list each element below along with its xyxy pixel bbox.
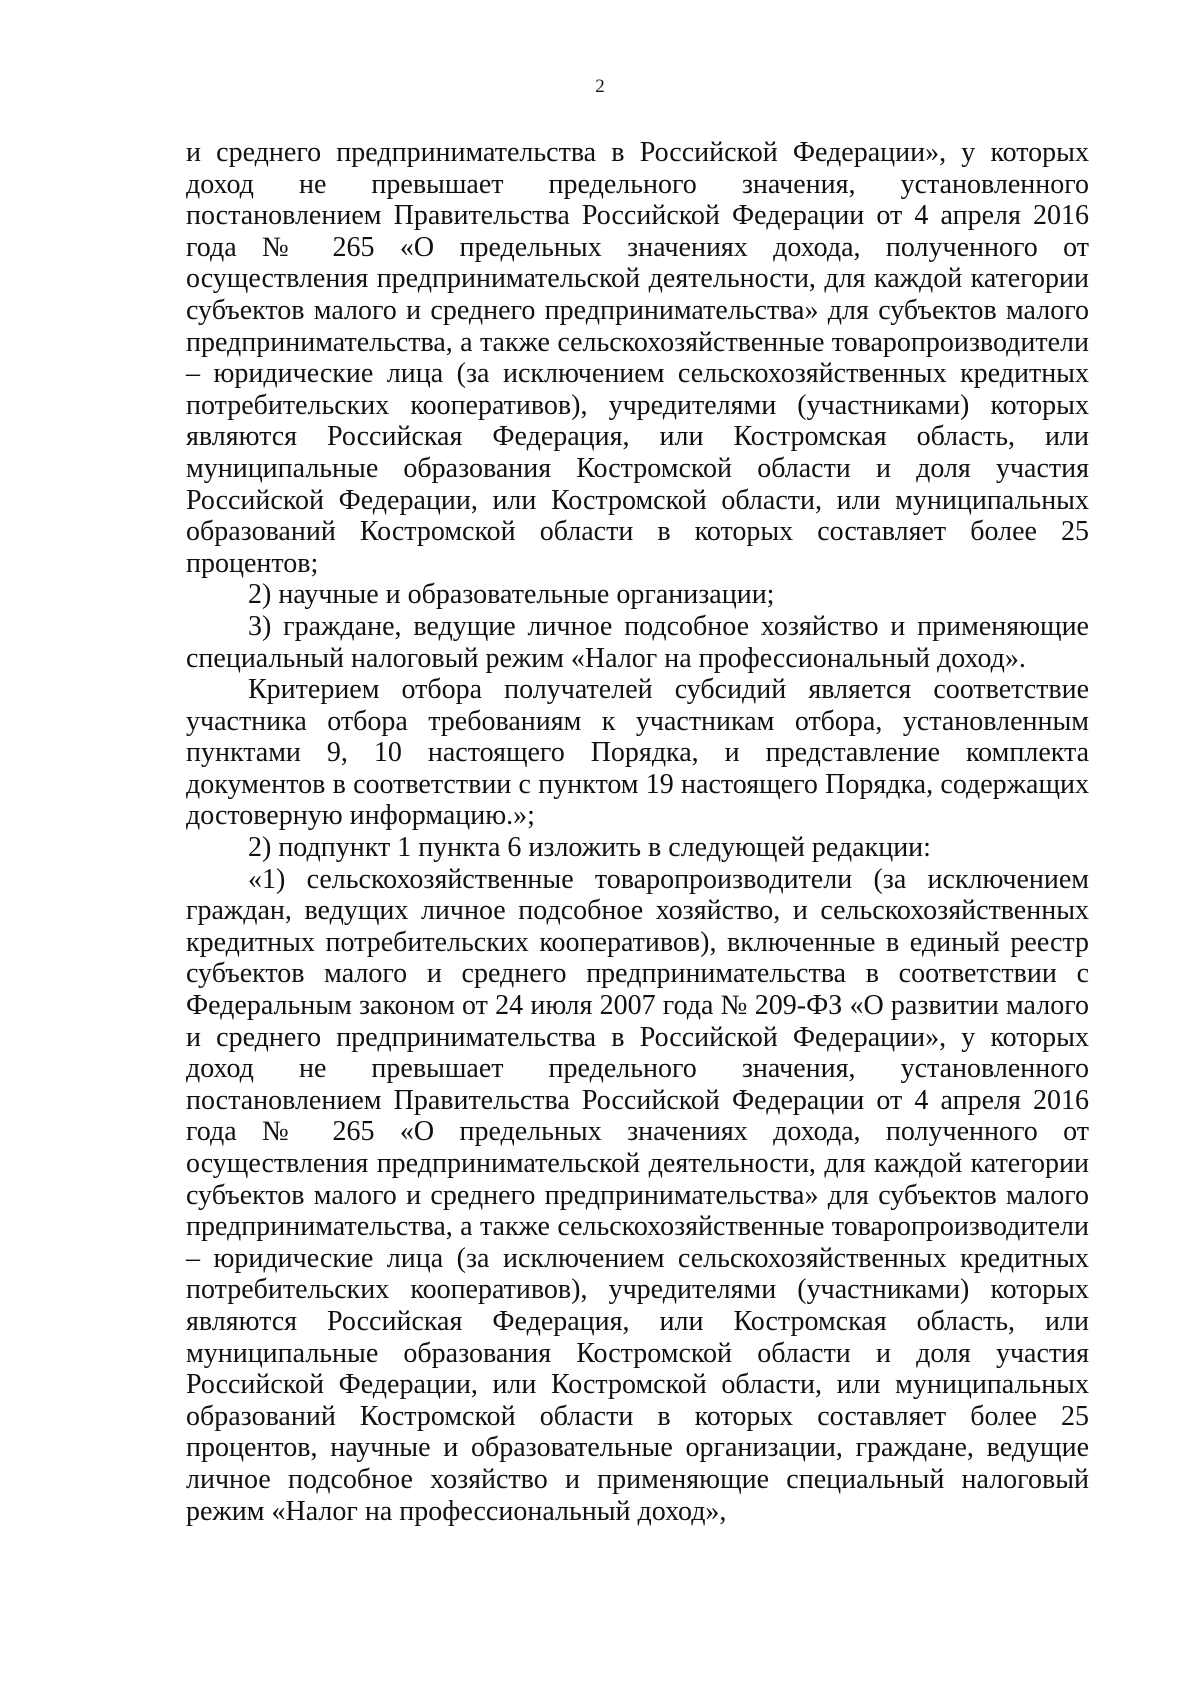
paragraph-continuation: и среднего предпринимательства в Российской Федерации», у которых доход не превышает предельного значения, установленного постановлением Правительства Российской Федерации от 4 апреля 2016 года № 265 «О предельных значениях дохода, полученного от осуществления предпринимательской деятельности, для каждой категории субъектов малого и среднего предпринимательства» для субъектов малого предпринимательства, а также сельскохозяйственные товаропроизводители – юридические лица (за исключением сельскохозяйственных кредитных потребительских кооперативов), учредителями (участниками) которых являются Российская Федерация, или Костромская область, или муниципальные образования Костромской области и доля участия Российской Федерации, или Костромской области, или муниципальных образований Костромской области в которых составляет более 25 процентов; [186, 137, 1089, 579]
document-body [186, 137, 1089, 1527]
paragraph-item-2-organizations: 2) научные и образовательные организации; [248, 579, 775, 611]
paragraph-amendment-intro: 2) подпункт 1 пункта 6 изложить в следующей редакции: [248, 832, 931, 864]
paragraph-amendment-text: «1) сельскохозяйственные товаропроизводители (за исключением граждан, ведущих личное подсобное хозяйство, и сельскохозяйственных кредитных потребительских кооперативов), включенные в единый реестр субъектов малого и среднего предпринимательства в соответствии с Федеральным законом от 24 июля 2007 года № 209-ФЗ «О развитии малого и среднего предпринимательства в Российской Федерации», у которых доход не превышает предельного значения, установленного постановлением Правительства Российской Федерации от 4 апреля 2016 года № 265 «О предельных значениях дохода, полученного от осуществления предпринимательской деятельности, для каждой категории субъектов малого и среднего предпринимательства» для субъектов малого предпринимательства, а также сельскохозяйственные товаропроизводители – юридические лица (за исключением сельскохозяйственных кредитных потребительских кооперативов), учредителями (участниками) которых являются Российская Федерация, или Костромская область, или муниципальные образования Костромской области и доля участия Российской Федерации, или Костромской области, или муниципальных образований Костромской области в которых составляет более 25 процентов, научные и образовательные организации, граждане, ведущие личное подсобное хозяйство и применяющие специальный налоговый режим «Налог на профессиональный доход», [186, 863, 1089, 1527]
paragraph-selection-criterion: Критерием отбора получателей субсидий является соответствие участника отбора требованиям к участникам отбора, установленным пунктами 9, 10 настоящего Порядка, и представление комплекта документов в соответствии с пунктом 19 настоящего Порядка, содержащих достоверную информацию.»; [186, 674, 1089, 832]
paragraph-item-3-citizens: 3) граждане, ведущие личное подсобное хозяйство и применяющие специальный налоговый режим «Налог на профессиональный доход». [186, 610, 1089, 674]
page-number: 2 [595, 76, 605, 97]
